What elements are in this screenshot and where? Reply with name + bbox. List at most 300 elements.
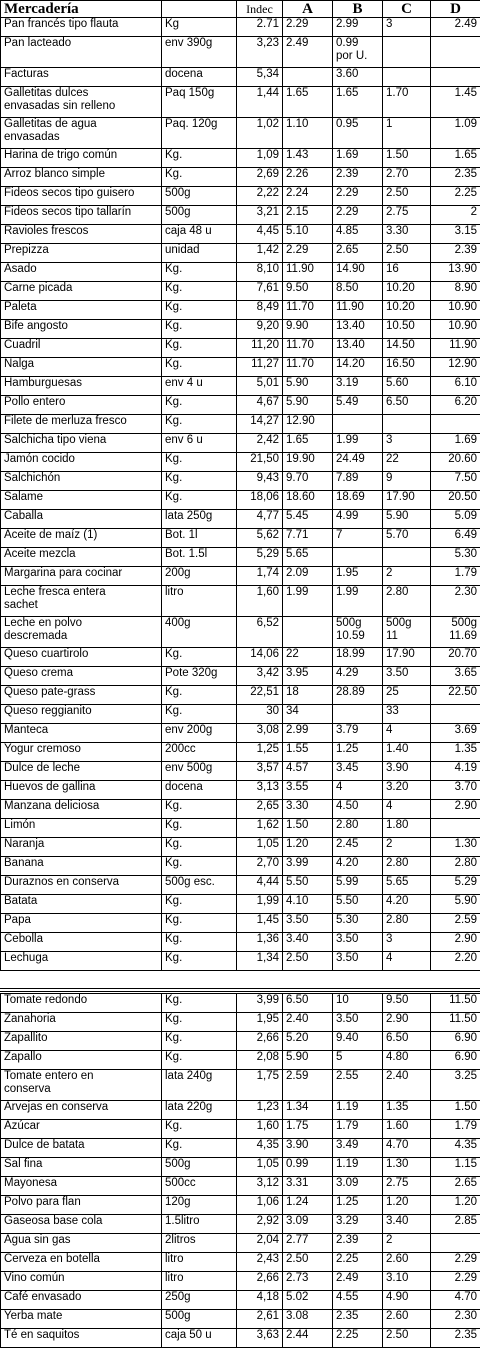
store-b-price-cell: 1.79	[333, 1120, 383, 1139]
store-a-price-cell: 9.70	[283, 472, 333, 491]
store-c-price-cell: 6.50	[383, 396, 431, 415]
store-b-price-cell: 9.40	[333, 1032, 383, 1051]
store-b-price-cell: 2.39	[333, 1234, 383, 1253]
store-a-price-cell: 9.50	[283, 282, 333, 301]
product-name-cell: Paleta	[1, 301, 162, 320]
store-a-price-cell: 3.30	[283, 800, 333, 819]
store-c-price-cell: 3.50	[383, 667, 431, 686]
product-name-cell: Yogur cremoso	[1, 743, 162, 762]
store-a-price-cell: 2.15	[283, 206, 333, 225]
indec-price-cell: 1,05	[237, 1158, 283, 1177]
indec-price-cell: 14,06	[237, 648, 283, 667]
store-a-price-cell: 4.10	[283, 895, 333, 914]
unit-cell: Kg.	[162, 800, 237, 819]
store-a-price-cell: 3.31	[283, 1177, 333, 1196]
store-c-price-cell: 2.80	[383, 857, 431, 876]
product-name-cell: Lechuga	[1, 952, 162, 971]
indec-price-cell: 22,51	[237, 686, 283, 705]
store-d-price-cell: 2.35	[431, 1329, 480, 1348]
store-c-price-cell: 500g 11	[383, 617, 431, 648]
store-d-price-cell: 6.20	[431, 396, 480, 415]
indec-price-cell: 3,23	[237, 37, 283, 68]
store-c-price-cell: 3	[383, 434, 431, 453]
store-a-price-cell: 18.60	[283, 491, 333, 510]
store-d-price-cell: 2.65	[431, 1177, 480, 1196]
table-row	[1, 282, 480, 301]
store-b-price-cell: 3.29	[333, 1215, 383, 1234]
store-b-price-cell: 1.99	[333, 586, 383, 617]
table-row	[1, 320, 480, 339]
unit-cell: 1.5litro	[162, 1215, 237, 1234]
indec-price-cell: 2,66	[237, 1272, 283, 1291]
store-d-price-cell: 1.69	[431, 434, 480, 453]
store-c-price-cell: 25	[383, 686, 431, 705]
unit-cell: Kg.	[162, 648, 237, 667]
table-row	[1, 434, 480, 453]
store-a-price-cell: 5.10	[283, 225, 333, 244]
table-row	[1, 415, 480, 434]
store-d-price-cell: 3.69	[431, 724, 480, 743]
table-row	[1, 1177, 480, 1196]
store-b-price-cell: 1.99	[333, 434, 383, 453]
store-d-price-cell: 3.65	[431, 667, 480, 686]
store-a-price-cell: 1.20	[283, 838, 333, 857]
unit-cell: Kg.	[162, 1139, 237, 1158]
store-d-price-cell: 5.09	[431, 510, 480, 529]
unit-cell: caja 50 u	[162, 1329, 237, 1348]
store-d-price-cell: 20.70	[431, 648, 480, 667]
store-c-price-cell: 1.80	[383, 819, 431, 838]
store-d-price-cell: 1.15	[431, 1158, 480, 1177]
unit-cell: Kg.	[162, 453, 237, 472]
store-d-price-cell: 1.20	[431, 1196, 480, 1215]
unit-cell: 2litros	[162, 1234, 237, 1253]
store-c-price-cell: 3	[383, 18, 431, 37]
store-c-price-cell: 1	[383, 118, 431, 149]
product-name-cell: Jamón cocido	[1, 453, 162, 472]
store-a-price-cell: 5.50	[283, 876, 333, 895]
store-d-price-cell: 2.29	[431, 1272, 480, 1291]
indec-price-cell: 2,22	[237, 187, 283, 206]
indec-price-cell: 4,77	[237, 510, 283, 529]
store-d-price-cell: 10.90	[431, 320, 480, 339]
store-c-price-cell: 2.90	[383, 1013, 431, 1032]
table-row	[1, 118, 480, 149]
product-name-cell: Nalga	[1, 358, 162, 377]
table-row	[1, 567, 480, 586]
store-c-price-cell: 4	[383, 800, 431, 819]
store-a-price-cell: 22	[283, 648, 333, 667]
store-a-price-cell: 2.73	[283, 1272, 333, 1291]
store-a-price-cell: 1.55	[283, 743, 333, 762]
store-d-price-cell	[431, 1234, 480, 1253]
store-a-price-cell: 1.24	[283, 1196, 333, 1215]
product-name-cell: Queso reggianito	[1, 705, 162, 724]
product-name-cell: Salchichón	[1, 472, 162, 491]
store-b-price-cell: 4.85	[333, 225, 383, 244]
indec-price-cell: 1,62	[237, 819, 283, 838]
unit-cell: Kg.	[162, 952, 237, 971]
store-d-price-cell: 7.50	[431, 472, 480, 491]
unit-cell: env 200g	[162, 724, 237, 743]
store-a-price-cell: 3.40	[283, 933, 333, 952]
table-row	[1, 762, 480, 781]
store-a-price-cell: 3.95	[283, 667, 333, 686]
store-b-price-cell: 2.29	[333, 187, 383, 206]
indec-price-cell: 3,99	[237, 994, 283, 1013]
table-row	[1, 453, 480, 472]
store-b-price-cell: 18.69	[333, 491, 383, 510]
indec-price-cell: 1,06	[237, 1196, 283, 1215]
header-store-d: D	[431, 1, 480, 18]
section-divider	[0, 991, 480, 992]
product-name-cell: Fideos secos tipo guisero	[1, 187, 162, 206]
store-b-price-cell: 7.89	[333, 472, 383, 491]
unit-cell: unidad	[162, 244, 237, 263]
table-row	[1, 529, 480, 548]
store-d-price-cell: 20.60	[431, 453, 480, 472]
indec-price-cell: 1,02	[237, 118, 283, 149]
store-d-price-cell: 1.09	[431, 118, 480, 149]
store-b-price-cell: 2.49	[333, 1272, 383, 1291]
unit-cell: 500g esc.	[162, 876, 237, 895]
store-c-price-cell: 14.50	[383, 339, 431, 358]
unit-cell: Kg.	[162, 415, 237, 434]
store-b-price-cell: 14.90	[333, 263, 383, 282]
store-c-price-cell: 3.40	[383, 1215, 431, 1234]
store-d-price-cell: 3.15	[431, 225, 480, 244]
table-row	[1, 876, 480, 895]
table-row	[1, 617, 480, 648]
indec-price-cell: 2,43	[237, 1253, 283, 1272]
unit-cell: caja 48 u	[162, 225, 237, 244]
store-b-price-cell: 3.79	[333, 724, 383, 743]
store-b-price-cell: 4.55	[333, 1291, 383, 1310]
indec-price-cell: 9,20	[237, 320, 283, 339]
table-row	[1, 1120, 480, 1139]
indec-price-cell: 2,04	[237, 1234, 283, 1253]
product-name-cell: Naranja	[1, 838, 162, 857]
store-c-price-cell: 2.80	[383, 914, 431, 933]
store-c-price-cell: 2.40	[383, 1070, 431, 1101]
store-a-price-cell: 5.20	[283, 1032, 333, 1051]
product-name-cell: Hamburguesas	[1, 377, 162, 396]
table-row	[1, 168, 480, 187]
store-b-price-cell: 3.50	[333, 1013, 383, 1032]
store-b-price-cell: 11.90	[333, 301, 383, 320]
indec-price-cell: 2,92	[237, 1215, 283, 1234]
unit-cell: 500g	[162, 1310, 237, 1329]
table-row	[1, 705, 480, 724]
store-b-price-cell: 3.50	[333, 933, 383, 952]
indec-price-cell: 3,42	[237, 667, 283, 686]
table-row	[1, 472, 480, 491]
unit-cell: Bot. 1l	[162, 529, 237, 548]
store-d-price-cell: 2.29	[431, 1253, 480, 1272]
product-name-cell: Polvo para flan	[1, 1196, 162, 1215]
indec-price-cell: 1,99	[237, 895, 283, 914]
indec-price-cell: 1,23	[237, 1101, 283, 1120]
store-a-price-cell: 5.90	[283, 377, 333, 396]
store-d-price-cell: 4.19	[431, 762, 480, 781]
product-name-cell: Pan francés tipo flauta	[1, 18, 162, 37]
product-name-cell: Agua sin gas	[1, 1234, 162, 1253]
store-d-price-cell: 4.35	[431, 1139, 480, 1158]
store-c-price-cell: 10.50	[383, 320, 431, 339]
store-b-price-cell: 10	[333, 994, 383, 1013]
table-row	[1, 1032, 480, 1051]
store-a-price-cell: 2.29	[283, 244, 333, 263]
store-a-price-cell: 2.29	[283, 18, 333, 37]
indec-price-cell: 2,69	[237, 168, 283, 187]
store-a-price-cell	[283, 617, 333, 648]
indec-price-cell: 2.71	[237, 18, 283, 37]
store-d-price-cell: 2.35	[431, 168, 480, 187]
store-c-price-cell	[383, 37, 431, 68]
store-b-price-cell: 13.40	[333, 339, 383, 358]
store-a-price-cell: 9.90	[283, 320, 333, 339]
table-row	[1, 358, 480, 377]
store-a-price-cell: 5.02	[283, 1291, 333, 1310]
store-c-price-cell: 6.50	[383, 1032, 431, 1051]
unit-cell: 400g	[162, 617, 237, 648]
store-d-price-cell: 3.70	[431, 781, 480, 800]
store-d-price-cell: 2.30	[431, 586, 480, 617]
store-d-price-cell: 2.90	[431, 800, 480, 819]
product-name-cell: Dulce de leche	[1, 762, 162, 781]
store-a-price-cell: 2.59	[283, 1070, 333, 1101]
product-name-cell: Zapallo	[1, 1051, 162, 1070]
store-b-price-cell: 4.99	[333, 510, 383, 529]
store-b-price-cell	[333, 548, 383, 567]
store-a-price-cell: 2.49	[283, 37, 333, 68]
store-b-price-cell: 18.99	[333, 648, 383, 667]
product-name-cell: Margarina para cocinar	[1, 567, 162, 586]
store-a-price-cell: 34	[283, 705, 333, 724]
store-c-price-cell: 22	[383, 453, 431, 472]
store-a-price-cell: 1.43	[283, 149, 333, 168]
table-row	[1, 396, 480, 415]
store-c-price-cell: 9	[383, 472, 431, 491]
store-c-price-cell: 16.50	[383, 358, 431, 377]
unit-cell: Kg.	[162, 838, 237, 857]
store-c-price-cell: 3.30	[383, 225, 431, 244]
store-d-price-cell	[431, 415, 480, 434]
indec-price-cell: 3,13	[237, 781, 283, 800]
unit-cell: Kg.	[162, 895, 237, 914]
product-name-cell: Papa	[1, 914, 162, 933]
product-name-cell: Salame	[1, 491, 162, 510]
product-name-cell: Filete de merluza fresco	[1, 415, 162, 434]
product-name-cell: Bife angosto	[1, 320, 162, 339]
store-d-price-cell: 6.90	[431, 1032, 480, 1051]
store-b-price-cell: 4.29	[333, 667, 383, 686]
store-b-price-cell: 2.99	[333, 18, 383, 37]
store-c-price-cell: 4.70	[383, 1139, 431, 1158]
product-name-cell: Aceite mezcla	[1, 548, 162, 567]
store-b-price-cell: 2.80	[333, 819, 383, 838]
indec-price-cell: 1,34	[237, 952, 283, 971]
unit-cell: docena	[162, 68, 237, 87]
indec-price-cell: 5,62	[237, 529, 283, 548]
table-row	[1, 339, 480, 358]
table-row	[1, 1139, 480, 1158]
store-c-price-cell: 2	[383, 1234, 431, 1253]
store-d-price-cell: 2.49	[431, 18, 480, 37]
store-c-price-cell: 2.50	[383, 244, 431, 263]
store-d-price-cell: 20.50	[431, 491, 480, 510]
store-c-price-cell: 2.60	[383, 1310, 431, 1329]
store-c-price-cell: 17.90	[383, 648, 431, 667]
indec-price-cell: 2,08	[237, 1051, 283, 1070]
table-row	[1, 895, 480, 914]
indec-price-cell: 1,05	[237, 838, 283, 857]
product-name-cell: Queso crema	[1, 667, 162, 686]
store-b-price-cell: 2.45	[333, 838, 383, 857]
table-row	[1, 1070, 480, 1101]
store-c-price-cell: 3.20	[383, 781, 431, 800]
table-row	[1, 87, 480, 118]
store-c-price-cell: 1.20	[383, 1196, 431, 1215]
product-name-cell: Asado	[1, 263, 162, 282]
product-name-cell: Harina de trigo común	[1, 149, 162, 168]
price-table-bottom	[0, 993, 480, 1348]
indec-price-cell: 1,36	[237, 933, 283, 952]
store-c-price-cell: 3.90	[383, 762, 431, 781]
store-d-price-cell: 11.90	[431, 339, 480, 358]
indec-price-cell: 5,01	[237, 377, 283, 396]
header-store-b: B	[333, 1, 383, 18]
store-c-price-cell: 1.30	[383, 1158, 431, 1177]
header-row	[1, 1, 480, 18]
store-d-price-cell: 6.49	[431, 529, 480, 548]
store-b-price-cell: 7	[333, 529, 383, 548]
unit-cell: Kg.	[162, 914, 237, 933]
store-b-price-cell: 3.09	[333, 1177, 383, 1196]
store-d-price-cell: 1.45	[431, 87, 480, 118]
store-d-price-cell: 2.20	[431, 952, 480, 971]
table-row	[1, 686, 480, 705]
store-a-price-cell: 5.90	[283, 1051, 333, 1070]
store-b-price-cell: 4	[333, 781, 383, 800]
product-name-cell: Tomate redondo	[1, 994, 162, 1013]
store-d-price-cell: 2.39	[431, 244, 480, 263]
unit-cell: env 6 u	[162, 434, 237, 453]
product-name-cell: Té en saquitos	[1, 1329, 162, 1348]
store-b-price-cell: 5.49	[333, 396, 383, 415]
unit-cell: Kg.	[162, 282, 237, 301]
store-d-price-cell	[431, 819, 480, 838]
store-b-price-cell: 1.69	[333, 149, 383, 168]
unit-cell: Kg.	[162, 339, 237, 358]
store-d-price-cell: 1.65	[431, 149, 480, 168]
table-row	[1, 838, 480, 857]
table-row	[1, 952, 480, 971]
indec-price-cell: 5,29	[237, 548, 283, 567]
product-name-cell: Tomate entero en conserva	[1, 1070, 162, 1101]
store-b-price-cell: 5	[333, 1051, 383, 1070]
store-c-price-cell: 3	[383, 933, 431, 952]
unit-cell: Pote 320g	[162, 667, 237, 686]
indec-price-cell: 4,67	[237, 396, 283, 415]
store-c-price-cell: 2.75	[383, 206, 431, 225]
unit-cell: 120g	[162, 1196, 237, 1215]
store-d-price-cell: 2.85	[431, 1215, 480, 1234]
table-row	[1, 548, 480, 567]
product-name-cell: Café envasado	[1, 1291, 162, 1310]
store-d-price-cell: 10.90	[431, 301, 480, 320]
store-a-price-cell: 2.26	[283, 168, 333, 187]
product-name-cell: Facturas	[1, 68, 162, 87]
store-b-price-cell: 14.20	[333, 358, 383, 377]
store-b-price-cell	[333, 705, 383, 724]
unit-cell: Kg.	[162, 396, 237, 415]
store-a-price-cell: 1.10	[283, 118, 333, 149]
unit-cell: litro	[162, 1253, 237, 1272]
store-c-price-cell: 1.50	[383, 149, 431, 168]
unit-cell: 500g	[162, 206, 237, 225]
store-d-price-cell	[431, 705, 480, 724]
store-c-price-cell: 1.70	[383, 87, 431, 118]
table-row	[1, 301, 480, 320]
header-store-c: C	[383, 1, 431, 18]
store-b-price-cell: 500g 10.59	[333, 617, 383, 648]
store-d-price-cell: 13.90	[431, 263, 480, 282]
product-name-cell: Huevos de gallina	[1, 781, 162, 800]
table-row	[1, 724, 480, 743]
store-c-price-cell: 5.70	[383, 529, 431, 548]
unit-cell: Kg.	[162, 149, 237, 168]
product-name-cell: Prepizza	[1, 244, 162, 263]
unit-cell: Kg.	[162, 168, 237, 187]
store-c-price-cell: 4.90	[383, 1291, 431, 1310]
store-b-price-cell: 8.50	[333, 282, 383, 301]
unit-cell: Kg.	[162, 1051, 237, 1070]
unit-cell: lata 240g	[162, 1070, 237, 1101]
unit-cell: Kg.	[162, 994, 237, 1013]
unit-cell: Kg.	[162, 263, 237, 282]
store-b-price-cell: 5.50	[333, 895, 383, 914]
store-a-price-cell: 5.65	[283, 548, 333, 567]
store-c-price-cell: 2.80	[383, 586, 431, 617]
indec-price-cell: 18,06	[237, 491, 283, 510]
store-b-price-cell: 3.60	[333, 68, 383, 87]
store-b-price-cell: 5.30	[333, 914, 383, 933]
product-name-cell: Pan lacteado	[1, 37, 162, 68]
unit-cell: Kg.	[162, 301, 237, 320]
unit-cell: Kg.	[162, 933, 237, 952]
product-name-cell: Queso pate-grass	[1, 686, 162, 705]
store-b-price-cell: 3.49	[333, 1139, 383, 1158]
header-unit	[162, 1, 237, 18]
store-a-price-cell: 3.90	[283, 1139, 333, 1158]
store-b-price-cell: 1.65	[333, 87, 383, 118]
store-d-price-cell: 500g 11.69	[431, 617, 480, 648]
product-name-cell: Pollo entero	[1, 396, 162, 415]
store-a-price-cell: 1.50	[283, 819, 333, 838]
store-a-price-cell	[283, 68, 333, 87]
store-a-price-cell: 1.34	[283, 1101, 333, 1120]
product-name-cell: Leche en polvo descremada	[1, 617, 162, 648]
store-d-price-cell: 2.30	[431, 1310, 480, 1329]
store-b-price-cell: 28.89	[333, 686, 383, 705]
store-d-price-cell: 6.10	[431, 377, 480, 396]
unit-cell: Kg.	[162, 358, 237, 377]
product-name-cell: Zapallito	[1, 1032, 162, 1051]
product-name-cell: Manteca	[1, 724, 162, 743]
store-a-price-cell: 3.09	[283, 1215, 333, 1234]
table-row	[1, 800, 480, 819]
